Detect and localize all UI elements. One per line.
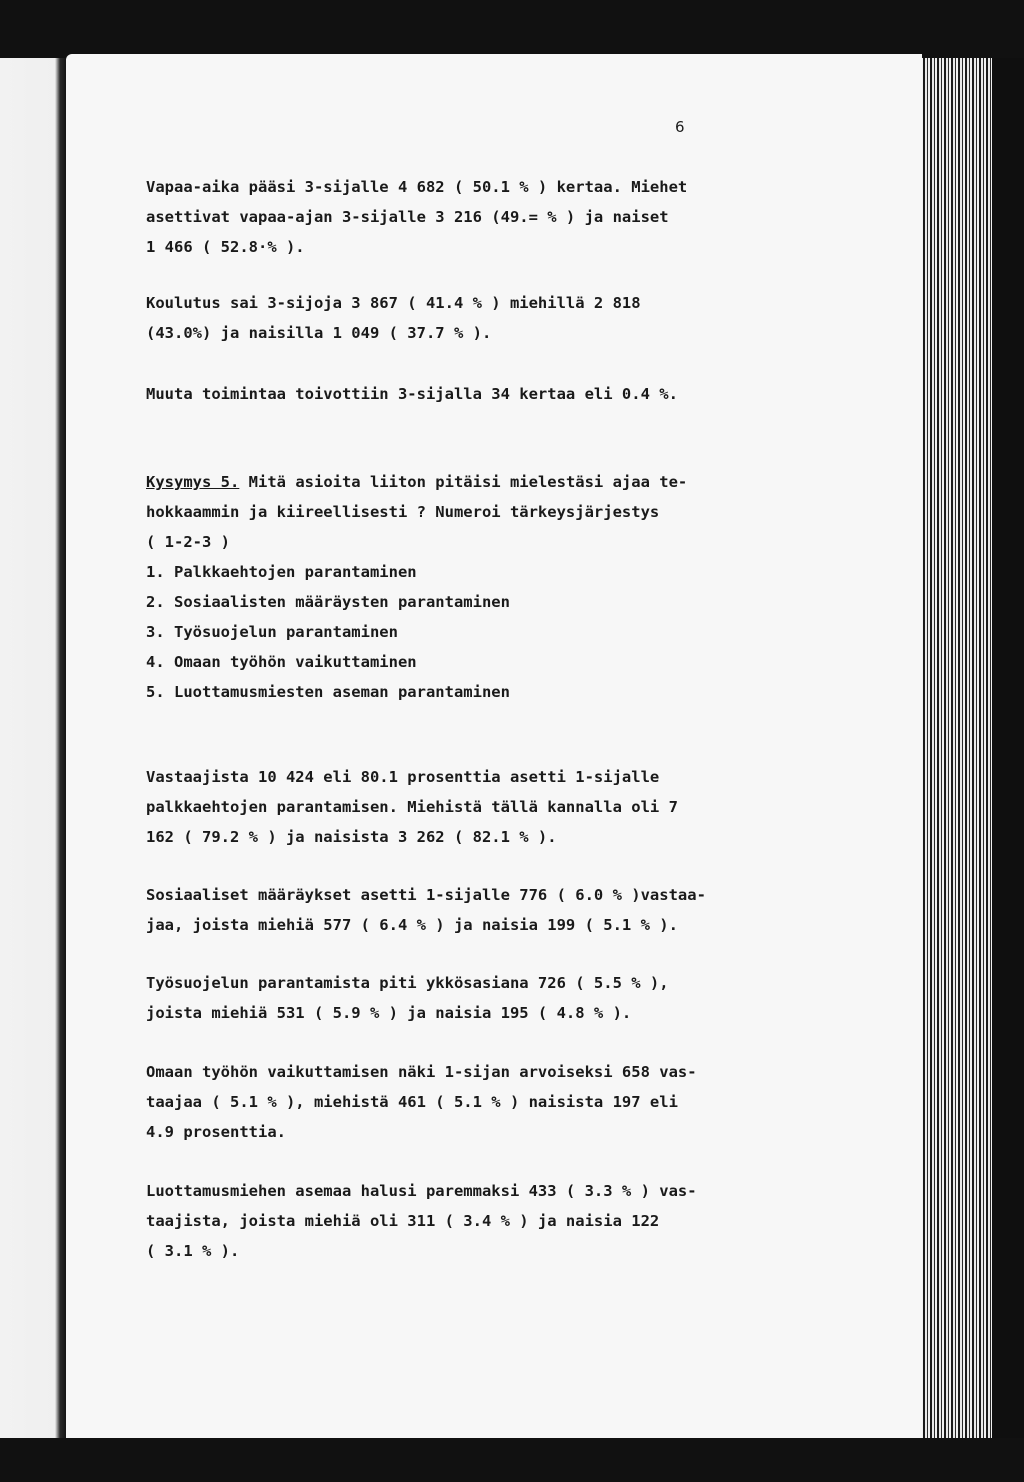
text-line: Vastaajista 10 424 eli 80.1 prosenttia asetti 1-sijalle [146, 768, 660, 786]
text-line: Muuta toimintaa toivottiin 3-sijalla 34 kertaa eli 0.4 %. [146, 385, 678, 403]
option-item: 2. Sosiaalisten määräysten parantaminen [146, 593, 510, 611]
question-line-2: hokkaammin ja kiireellisesti ? Numeroi tärkeysjärjestys [146, 503, 660, 521]
text-line: Sosiaaliset määräykset asetti 1-sijalle 776 ( 6.0 % )vastaa- [146, 886, 706, 904]
option-item: 1. Palkkaehtojen parantaminen [146, 563, 417, 581]
scan-right-border [992, 58, 1024, 1482]
text-line: taajaa ( 5.1 % ), miehistä 461 ( 5.1 % ) naisista 197 eli [146, 1093, 678, 1111]
text-line: ( 3.1 % ). [146, 1242, 240, 1260]
paragraph-luottamusmies [146, 1176, 697, 1266]
question-5 [146, 467, 687, 707]
option-item: 5. Luottamusmiesten aseman parantaminen [146, 683, 510, 701]
text-line: 1 466 ( 52.8·% ). [146, 238, 305, 256]
paragraph-tyosuojelu [146, 968, 669, 1028]
text-line: asettivat vapaa-ajan 3-sijalle 3 216 (49.= % ) ja naiset [146, 208, 669, 226]
text-line: joista miehiä 531 ( 5.9 % ) ja naisia 195 ( 4.8 % ). [146, 1004, 632, 1022]
paragraph-palkka [146, 762, 678, 852]
scan-bottom-border [0, 1438, 1024, 1482]
text-line: 4.9 prosenttia. [146, 1123, 286, 1141]
text-line: Luottamusmiehen asemaa halusi paremmaksi 433 ( 3.3 % ) vas- [146, 1182, 697, 1200]
scan-top-border [0, 0, 1024, 60]
text-line: Vapaa-aika pääsi 3-sijalle 4 682 ( 50.1 % ) kertaa. Miehet [146, 178, 688, 196]
page-number: 6 [675, 118, 685, 136]
question-text: Mitä asioita liiton pitäisi mielestäsi ajaa te- [239, 473, 688, 491]
question-line-3: ( 1-2-3 ) [146, 533, 230, 551]
question-label: Kysymys 5. [146, 473, 240, 491]
paragraph-koulutus [146, 288, 641, 348]
text-line: Omaan työhön vaikuttamisen näki 1-sijan arvoiseksi 658 vas- [146, 1063, 697, 1081]
text-line: jaa, joista miehiä 577 ( 6.4 % ) ja naisia 199 ( 5.1 % ). [146, 916, 678, 934]
paragraph-omaan-tyohon [146, 1057, 697, 1147]
text-line: taajista, joista miehiä oli 311 ( 3.4 % ) ja naisia 122 [146, 1212, 660, 1230]
paragraph-vapaa-aika [146, 172, 687, 262]
text-line: 162 ( 79.2 % ) ja naisista 3 262 ( 82.1 % ). [146, 828, 557, 846]
paragraph-sosiaaliset [146, 880, 706, 940]
option-item: 3. Työsuojelun parantaminen [146, 623, 398, 641]
left-page-edge [0, 58, 68, 1438]
option-item: 4. Omaan työhön vaikuttaminen [146, 653, 417, 671]
question-line-1 [146, 467, 687, 497]
text-line: (43.0%) ja naisilla 1 049 ( 37.7 % ). [146, 324, 492, 342]
paragraph-muuta [146, 379, 678, 409]
text-line: palkkaehtojen parantamisen. Miehistä tällä kannalla oli 7 [146, 798, 678, 816]
text-line: Työsuojelun parantamista piti ykkösasiana 726 ( 5.5 % ), [146, 974, 669, 992]
text-line: Koulutus sai 3-sijoja 3 867 ( 41.4 % ) miehillä 2 818 [146, 294, 641, 312]
